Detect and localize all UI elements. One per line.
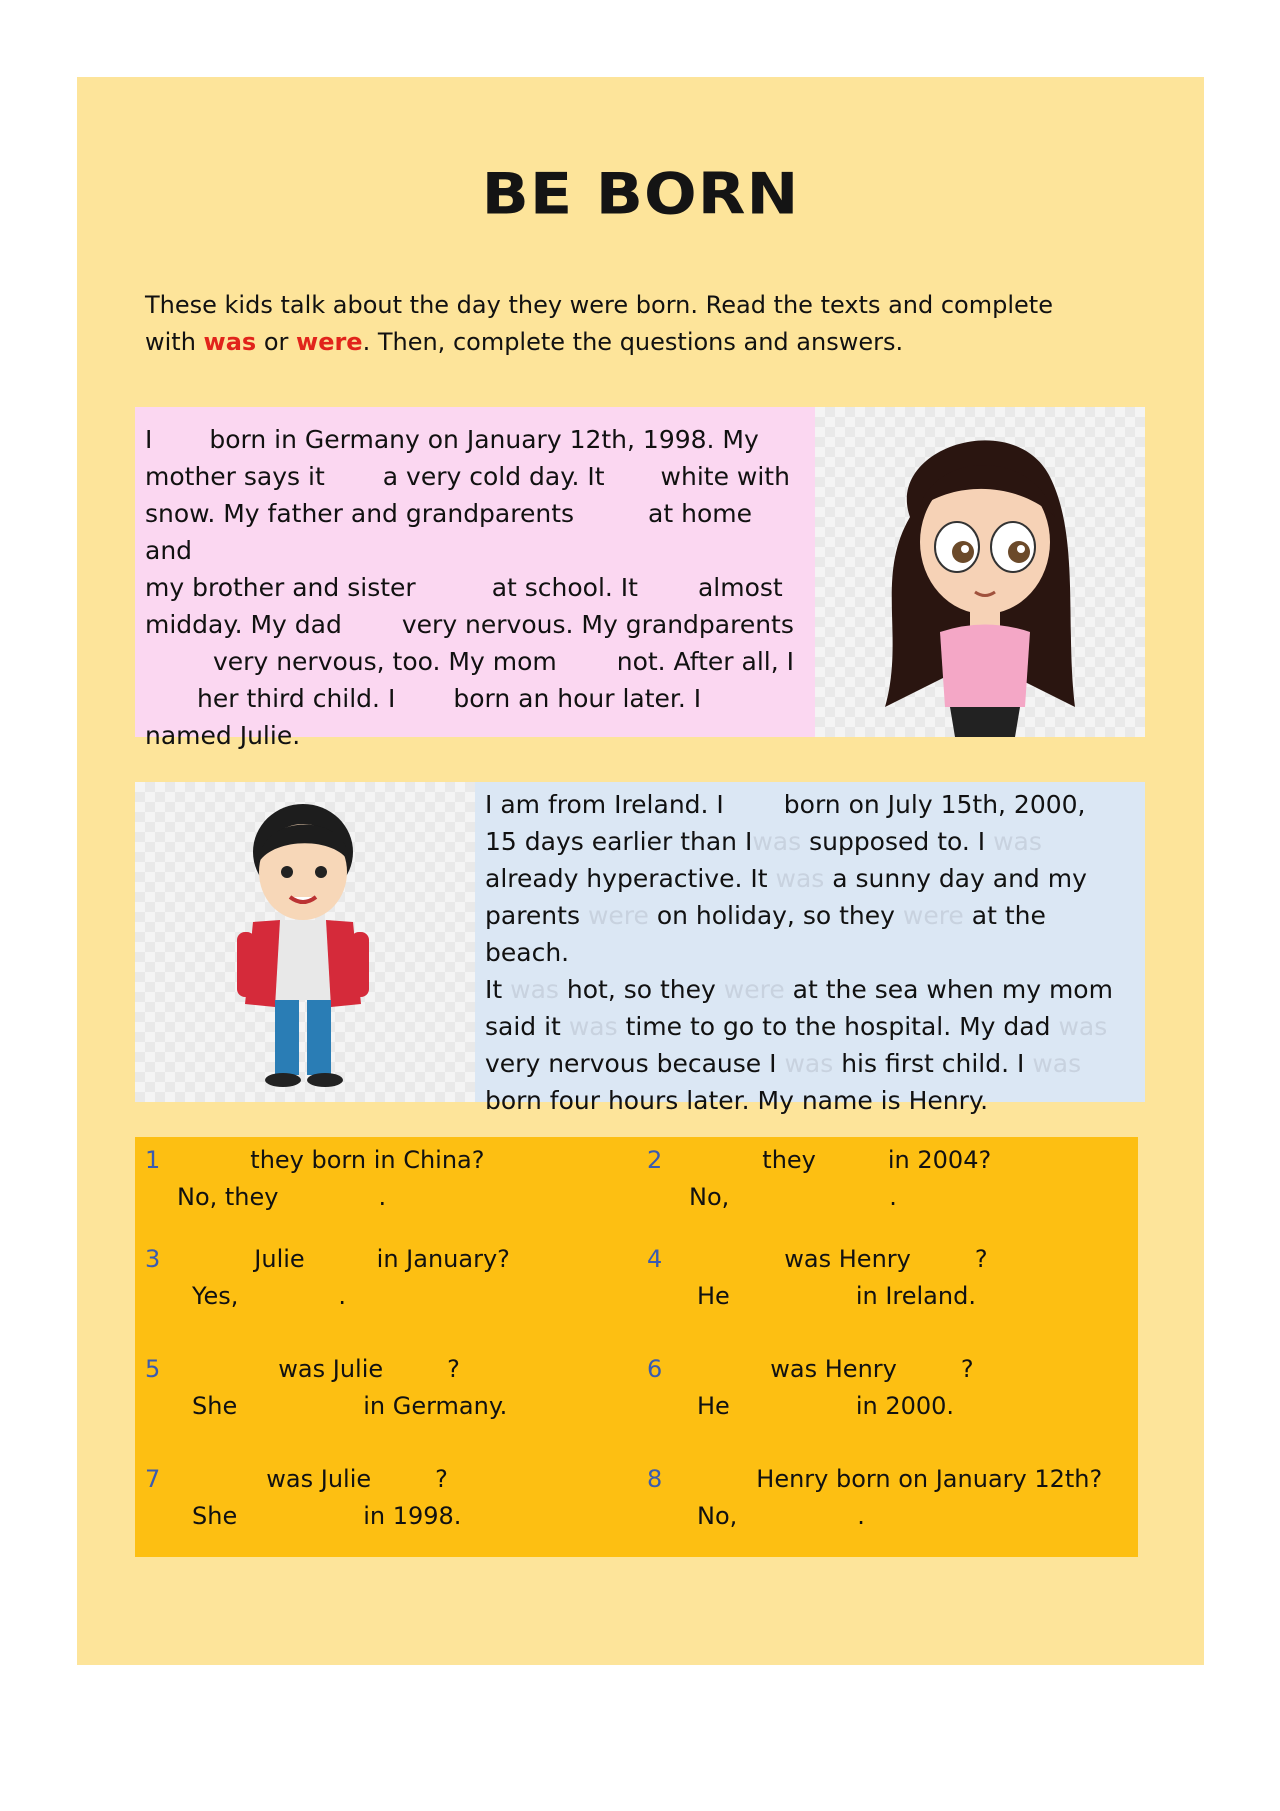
question-text: ? [974, 1245, 988, 1273]
julie-paragraph [145, 421, 805, 754]
question-number: 3 [145, 1245, 161, 1273]
text: mother says it [145, 462, 325, 491]
text: a very cold day. It [382, 462, 605, 491]
text: very nervous because I [485, 1049, 777, 1078]
henry-illustration [135, 782, 475, 1102]
answer-text: in 1998. [363, 1502, 462, 1530]
instructions [145, 287, 1145, 361]
text: parents [485, 901, 580, 930]
question-text: in January? [376, 1245, 510, 1273]
text: midday. My dad [145, 610, 342, 639]
answer-text: . [378, 1183, 387, 1211]
answer-text: He [697, 1282, 730, 1310]
question-text: ? [435, 1465, 448, 1493]
text: I am from Ireland. I [485, 790, 724, 819]
text: very nervous. My grandparents [401, 610, 794, 639]
answer-5 [192, 1388, 507, 1425]
question-text: they born in China? [250, 1146, 485, 1174]
text: already hyperactive. It [485, 864, 768, 893]
answer-4 [697, 1278, 976, 1315]
answer-text: in 2000. [855, 1392, 955, 1420]
text: It [485, 975, 503, 1004]
keyword-was: was [203, 328, 257, 356]
girl-cartoon-image [815, 407, 1145, 737]
text: I [145, 425, 153, 454]
question-text: they [762, 1146, 816, 1174]
boy-cartoon-image [135, 782, 475, 1102]
instructions-text: with [145, 328, 204, 356]
text: at school. It [491, 573, 638, 602]
question-text: was Julie [266, 1465, 372, 1493]
question-8 [647, 1461, 1102, 1498]
faded-answer: was [568, 1012, 618, 1041]
questions-box [135, 1137, 1138, 1557]
question-number: 2 [647, 1146, 663, 1174]
text: not. After all, I [616, 647, 795, 676]
answer-3 [192, 1278, 346, 1315]
answer-text: She [192, 1502, 238, 1530]
question-7 [145, 1461, 448, 1498]
answer-text: Yes, [192, 1282, 239, 1310]
answer-text: in Germany. [363, 1392, 508, 1420]
question-number: 7 [145, 1465, 161, 1493]
question-number: 8 [647, 1465, 663, 1493]
text: very nervous, too. My mom [213, 647, 557, 676]
question-text: ? [960, 1355, 974, 1383]
text: snow. My father and grandparents [145, 499, 575, 528]
instructions-line-2 [145, 324, 1145, 361]
faded-answer: was [775, 864, 825, 893]
faded-answer: were [723, 975, 785, 1004]
text: 15 days earlier than I [485, 827, 753, 856]
keyword-were: were [296, 328, 363, 356]
text: at the sea when my mom [792, 975, 1113, 1004]
instructions-text: . Then, complete the questions and answers. [362, 328, 904, 356]
text: at the beach. [485, 901, 1046, 967]
text: her third child. I [197, 684, 396, 713]
question-text: was Henry [784, 1245, 911, 1273]
henry-paragraph [485, 786, 1135, 1119]
answer-text: . [338, 1282, 347, 1310]
text: time to go to the hospital. My dad [625, 1012, 1051, 1041]
text: said it [485, 1012, 561, 1041]
question-number: 1 [145, 1146, 161, 1174]
answer-text: in Ireland. [855, 1282, 976, 1310]
answer-text: . [889, 1183, 897, 1211]
answer-6 [697, 1388, 954, 1425]
question-text: Julie [254, 1245, 305, 1273]
faded-answer: was [1032, 1049, 1082, 1078]
answer-text: She [192, 1392, 238, 1420]
question-2 [647, 1142, 991, 1179]
instructions-line-1: These kids talk about the day they were born. Read the texts and complete [145, 291, 1053, 319]
page-title: BE BORN [481, 159, 800, 228]
faded-answer: was [784, 1049, 834, 1078]
faded-answer: were [902, 901, 964, 930]
text: on holiday, so they [656, 901, 895, 930]
question-4 [647, 1241, 988, 1278]
answer-text: He [697, 1392, 730, 1420]
text: supposed to. I [809, 827, 986, 856]
question-text: Henry born on January 12th? [756, 1465, 1103, 1493]
question-text: was Henry [770, 1355, 897, 1383]
instructions-text: or [256, 328, 297, 356]
faded-answer: was [510, 975, 559, 1004]
question-5 [145, 1351, 460, 1388]
question-3 [145, 1241, 510, 1278]
answer-1 [177, 1179, 386, 1216]
question-1 [145, 1142, 485, 1179]
question-6 [647, 1351, 974, 1388]
answer-text: No, they [177, 1183, 279, 1211]
text: named Julie. [145, 721, 301, 750]
faded-answer: was [1058, 1012, 1108, 1041]
answer-text: . [857, 1502, 865, 1530]
julie-illustration [815, 407, 1145, 737]
question-text: was Julie [278, 1355, 384, 1383]
answer-text: No, [697, 1502, 738, 1530]
question-number: 4 [647, 1245, 663, 1273]
question-text: ? [447, 1355, 460, 1383]
answer-text: No, [689, 1183, 730, 1211]
text: my brother and sister [145, 573, 416, 602]
faded-answer: was [993, 827, 1042, 856]
answer-2 [689, 1179, 897, 1216]
julie-text-box [135, 407, 815, 750]
text: white with [660, 462, 790, 491]
question-number: 6 [647, 1355, 663, 1383]
question-number: 5 [145, 1355, 161, 1383]
text: hot, so they [566, 975, 716, 1004]
text: born four hours later. My name is Henry. [485, 1086, 989, 1115]
answer-7 [192, 1498, 461, 1535]
text: born an hour later. I [453, 684, 702, 713]
text: his first child. I [841, 1049, 1025, 1078]
text: at home and [145, 499, 752, 565]
question-text: in 2004? [887, 1146, 992, 1174]
answer-8 [697, 1498, 865, 1535]
worksheet [77, 77, 1204, 1665]
faded-answer: was [752, 827, 802, 856]
text: almost [697, 573, 783, 602]
text: born in Germany on January 12th, 1998. My [209, 425, 759, 454]
henry-text-box [475, 782, 1145, 1115]
text: a sunny day and my [832, 864, 1087, 893]
faded-answer: were [587, 901, 649, 930]
text: born on July 15th, 2000, [783, 790, 1086, 819]
